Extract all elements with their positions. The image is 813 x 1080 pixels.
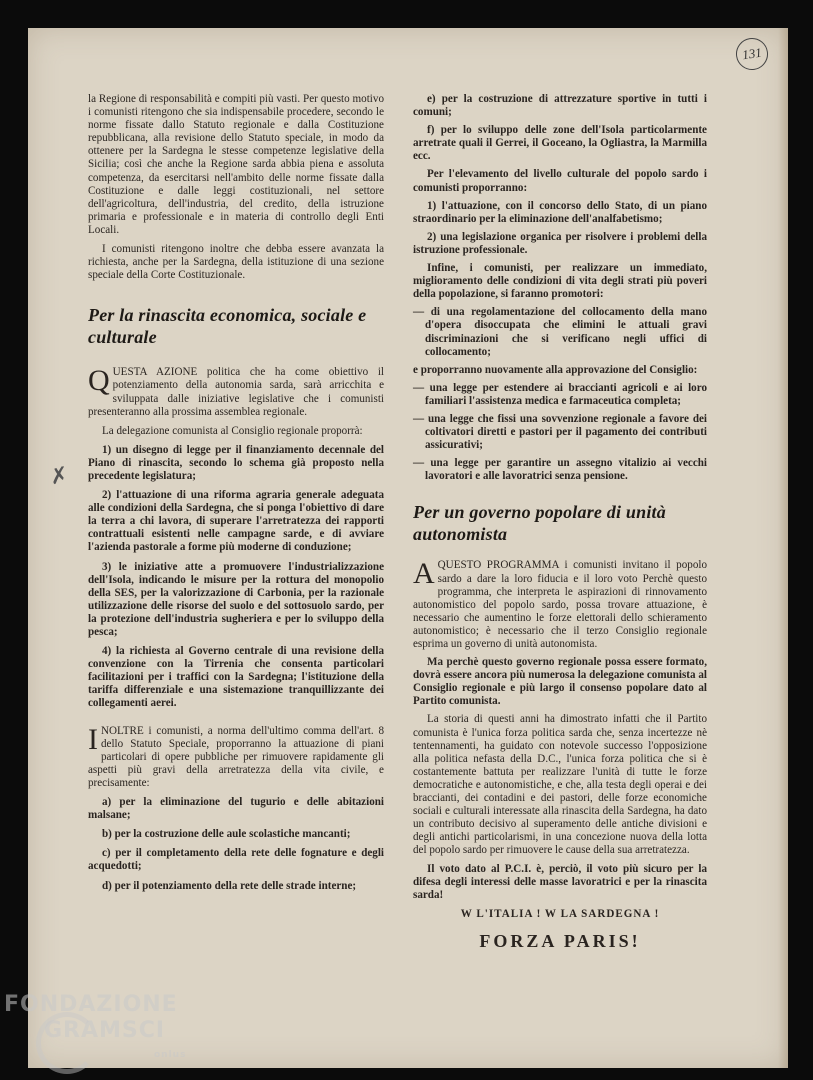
list-item: e) per la costruzione di attrezzature sportive in tutti i comuni; — [413, 93, 707, 119]
section-heading: Per un governo popolare di unità autonomista — [413, 502, 666, 545]
left-column — [88, 93, 384, 899]
dash-item: — una legge per garantire un assegno vitalizio ai vecchi lavoratori e alle lavoratrici senza pensione. — [413, 457, 707, 483]
list-item: f) per lo sviluppo delle zone dell'Isola particolarmente arretrate quali il Gerrei, il Goceano, la Ogliastra, la Marmilla ecc. — [413, 124, 707, 163]
drop-cap: A — [413, 557, 435, 591]
paragraph: Infine, i comunisti, per realizzare un immediato, miglioramento delle condizioni di vita degli strati più poveri della popolazione, si faranno promotori: — [413, 262, 707, 301]
paragraph: La storia di questi anni ha dimostrato infatti che il Partito comunista è l'unica forza politica sarda che, senza incertezze nè tentennamenti, ha guidato con notevole successo l'opposizione alla politica nefasta della D.C., l'unica forza politica che si è costantemente battuta per realizzare l'unità di tutte le forze democratiche e autonomistiche, e che, alla testa degli operai e dei braccianti, dei contadini e dei pastori, delle forze economiche sociali e culturali interessate alla rinascita della Sardegna, ha dato un contributo decisivo al superamento delle antiche divisioni e degli antichi particolarismi, in una concezione nuova della lotta del popolo sardo per rimuovere le cause della sua arretratezza. — [413, 713, 707, 857]
watermark-line1: FONDAZIONE — [4, 992, 178, 1017]
paragraph: La delegazione comunista al Consiglio regionale proporrà: — [102, 424, 363, 437]
list-item: b) per la costruzione delle aule scolastiche mancanti; — [102, 828, 351, 841]
section-heading: Per la rinascita economica, sociale e culturale — [88, 305, 367, 348]
drop-cap: Q — [88, 364, 110, 398]
paragraph: e proporranno nuovamente alla approvazione del Consiglio: — [413, 363, 698, 376]
list-item: 2) l'attuazione di una riforma agraria generale adeguata alle condizioni della Sardegna, che si ponga l'obiettivo di dare la terra a chi lavora, di superare l'arretratezza dei rapporti contrattuali esistenti nelle campagne sarde, e di avviare l'azienda pastorale a forme più moderne di conduzione; — [88, 489, 384, 554]
paragraph: QUESTO PROGRAMMA i comunisti invitano il popolo sardo a dare la loro fiducia e il loro voto Perchè questo programma, che interpreta le aspirazioni di rinnovamento autonomistico del popolo sardo, possa trovare attuazione, è necessario che aumentino le forze elettorali dello schieramento autonomistico; è necessario che il terzo Consiglio regionale esprima un governo di unità autonomista. — [413, 559, 707, 650]
list-item: d) per il potenziamento della rete delle strade interne; — [102, 879, 357, 892]
slogan: W L'ITALIA ! W LA SARDEGNA ! — [460, 907, 660, 920]
list-item: 2) una legislazione organica per risolvere i problemi della istruzione professionale. — [413, 230, 707, 256]
list-item: 3) le iniziative atte a promuovere l'industrializzazione dell'Isola, indicando le misure per la rottura del monopolio della SES, per la valorizzazione di Carbonia, per la razionale utilizzazione delle risorse del suolo e del sottosuolo sardo, per la protezione dell'industria sugheriera e per lo sviluppo della pesca; — [88, 560, 384, 638]
handwritten-mark: ✗ — [47, 462, 71, 491]
paragraph: Ma perchè questo governo regionale possa essere formato, dovrà essere ancora più numerosa la delegazione comunista al Consiglio regionale e più largo il consenso popolare dato al Partito comunista. — [413, 656, 707, 708]
watermark-sub: onlus — [154, 1050, 187, 1060]
watermark — [4, 992, 186, 1068]
paragraph: Per l'elevamento del livello culturale del popolo sardo i comunisti proporranno: — [413, 168, 707, 194]
page-number: 131 — [734, 36, 770, 72]
list-item: 1) un disegno di legge per il finanziamento decennale del Piano di rinascita, secondo lo schema già proposto nella precedente legislatura; — [88, 443, 384, 482]
paragraph: UESTA AZIONE politica che ha come obiettivo il potenziamento della autonomia sarda, sarà arricchita e sviluppata dalle iniziative legislative che i comunisti presenteranno alla prossima assemblea regionale. — [88, 366, 384, 418]
closing-slogan: FORZA PARIS! — [479, 930, 641, 951]
paragraph: NOLTRE i comunisti, a norma dell'ultimo comma dell'art. 8 dello Statuto Speciale, proporranno la attuazione di piani particolari di opere pubbliche per rimuovere rapidamente gli aspetti più gravi della arretratezza della vita civile, e precisamente: — [88, 724, 384, 789]
dash-item: — una legge che fissi una sovvenzione regionale a favore dei coltivatori diretti e pastori per il pagamento dei contributi assicurativi; — [413, 412, 707, 452]
paragraph: Il voto dato al P.C.I. è, perciò, il voto più sicuro per la difesa degli interessi delle masse lavoratrici e per la rinascita sarda! — [413, 862, 707, 901]
list-item: c) per il completamento della rete delle fognature e degli acquedotti; — [88, 847, 384, 873]
list-item: 1) l'attuazione, con il concorso dello Stato, di un piano straordinario per la eliminazione dell'analfabetismo; — [413, 199, 707, 225]
paragraph: I comunisti ritengono inoltre che debba essere avanzata la richiesta, anche per la Sardegna, della istituzione di una sezione speciale della Corte Costituzionale. — [88, 243, 384, 282]
drop-cap: I — [88, 722, 98, 756]
intro-paragraph: la Regione di responsabilità e compiti più vasti. Per questo motivo i comunisti ritengono che sia indispensabile procedere, secondo le norme fissate dallo Statuto regionale e dalla Costituzione repubblicana, alla revisione dello Statuto speciale, in modo da ottenere per la Sardegna le stesse competenze legislative della Sicilia; così che anche la Regione sarda abbia piena e assoluta competenza, da esercitarsi nell'ambito delle norme fissate dalla Costituzione e dalle leggi costituzionali, nel settore dell'agricoltura, dell'industria, del credito, della istruzione primaria e professionale e in materia di controllo degli Enti Locali. — [88, 93, 384, 236]
dash-item: — una legge per estendere ai braccianti agricoli e ai loro familiari l'assistenza medica e farmaceutica completa; — [413, 381, 707, 407]
list-item: a) per la eliminazione del tugurio e delle abitazioni malsane; — [88, 796, 384, 822]
right-column — [413, 93, 707, 951]
list-item: 4) la richiesta al Governo centrale di una revisione della convenzione con la Tirrenia che consenta particolari facilitazioni per i traffici con la Sardegna; l'istituzione della tariffa differenziale e una sistemazione tranquillizzante dei collegamenti aerei. — [88, 645, 384, 710]
watermark-line2: GRAMSCI — [44, 1018, 166, 1043]
dash-item: — di una regolamentazione del collocamento della mano d'opera disoccupata che elimini le attuali gravi discriminazioni che si verificano negli uffici di collocamento; — [413, 306, 707, 358]
